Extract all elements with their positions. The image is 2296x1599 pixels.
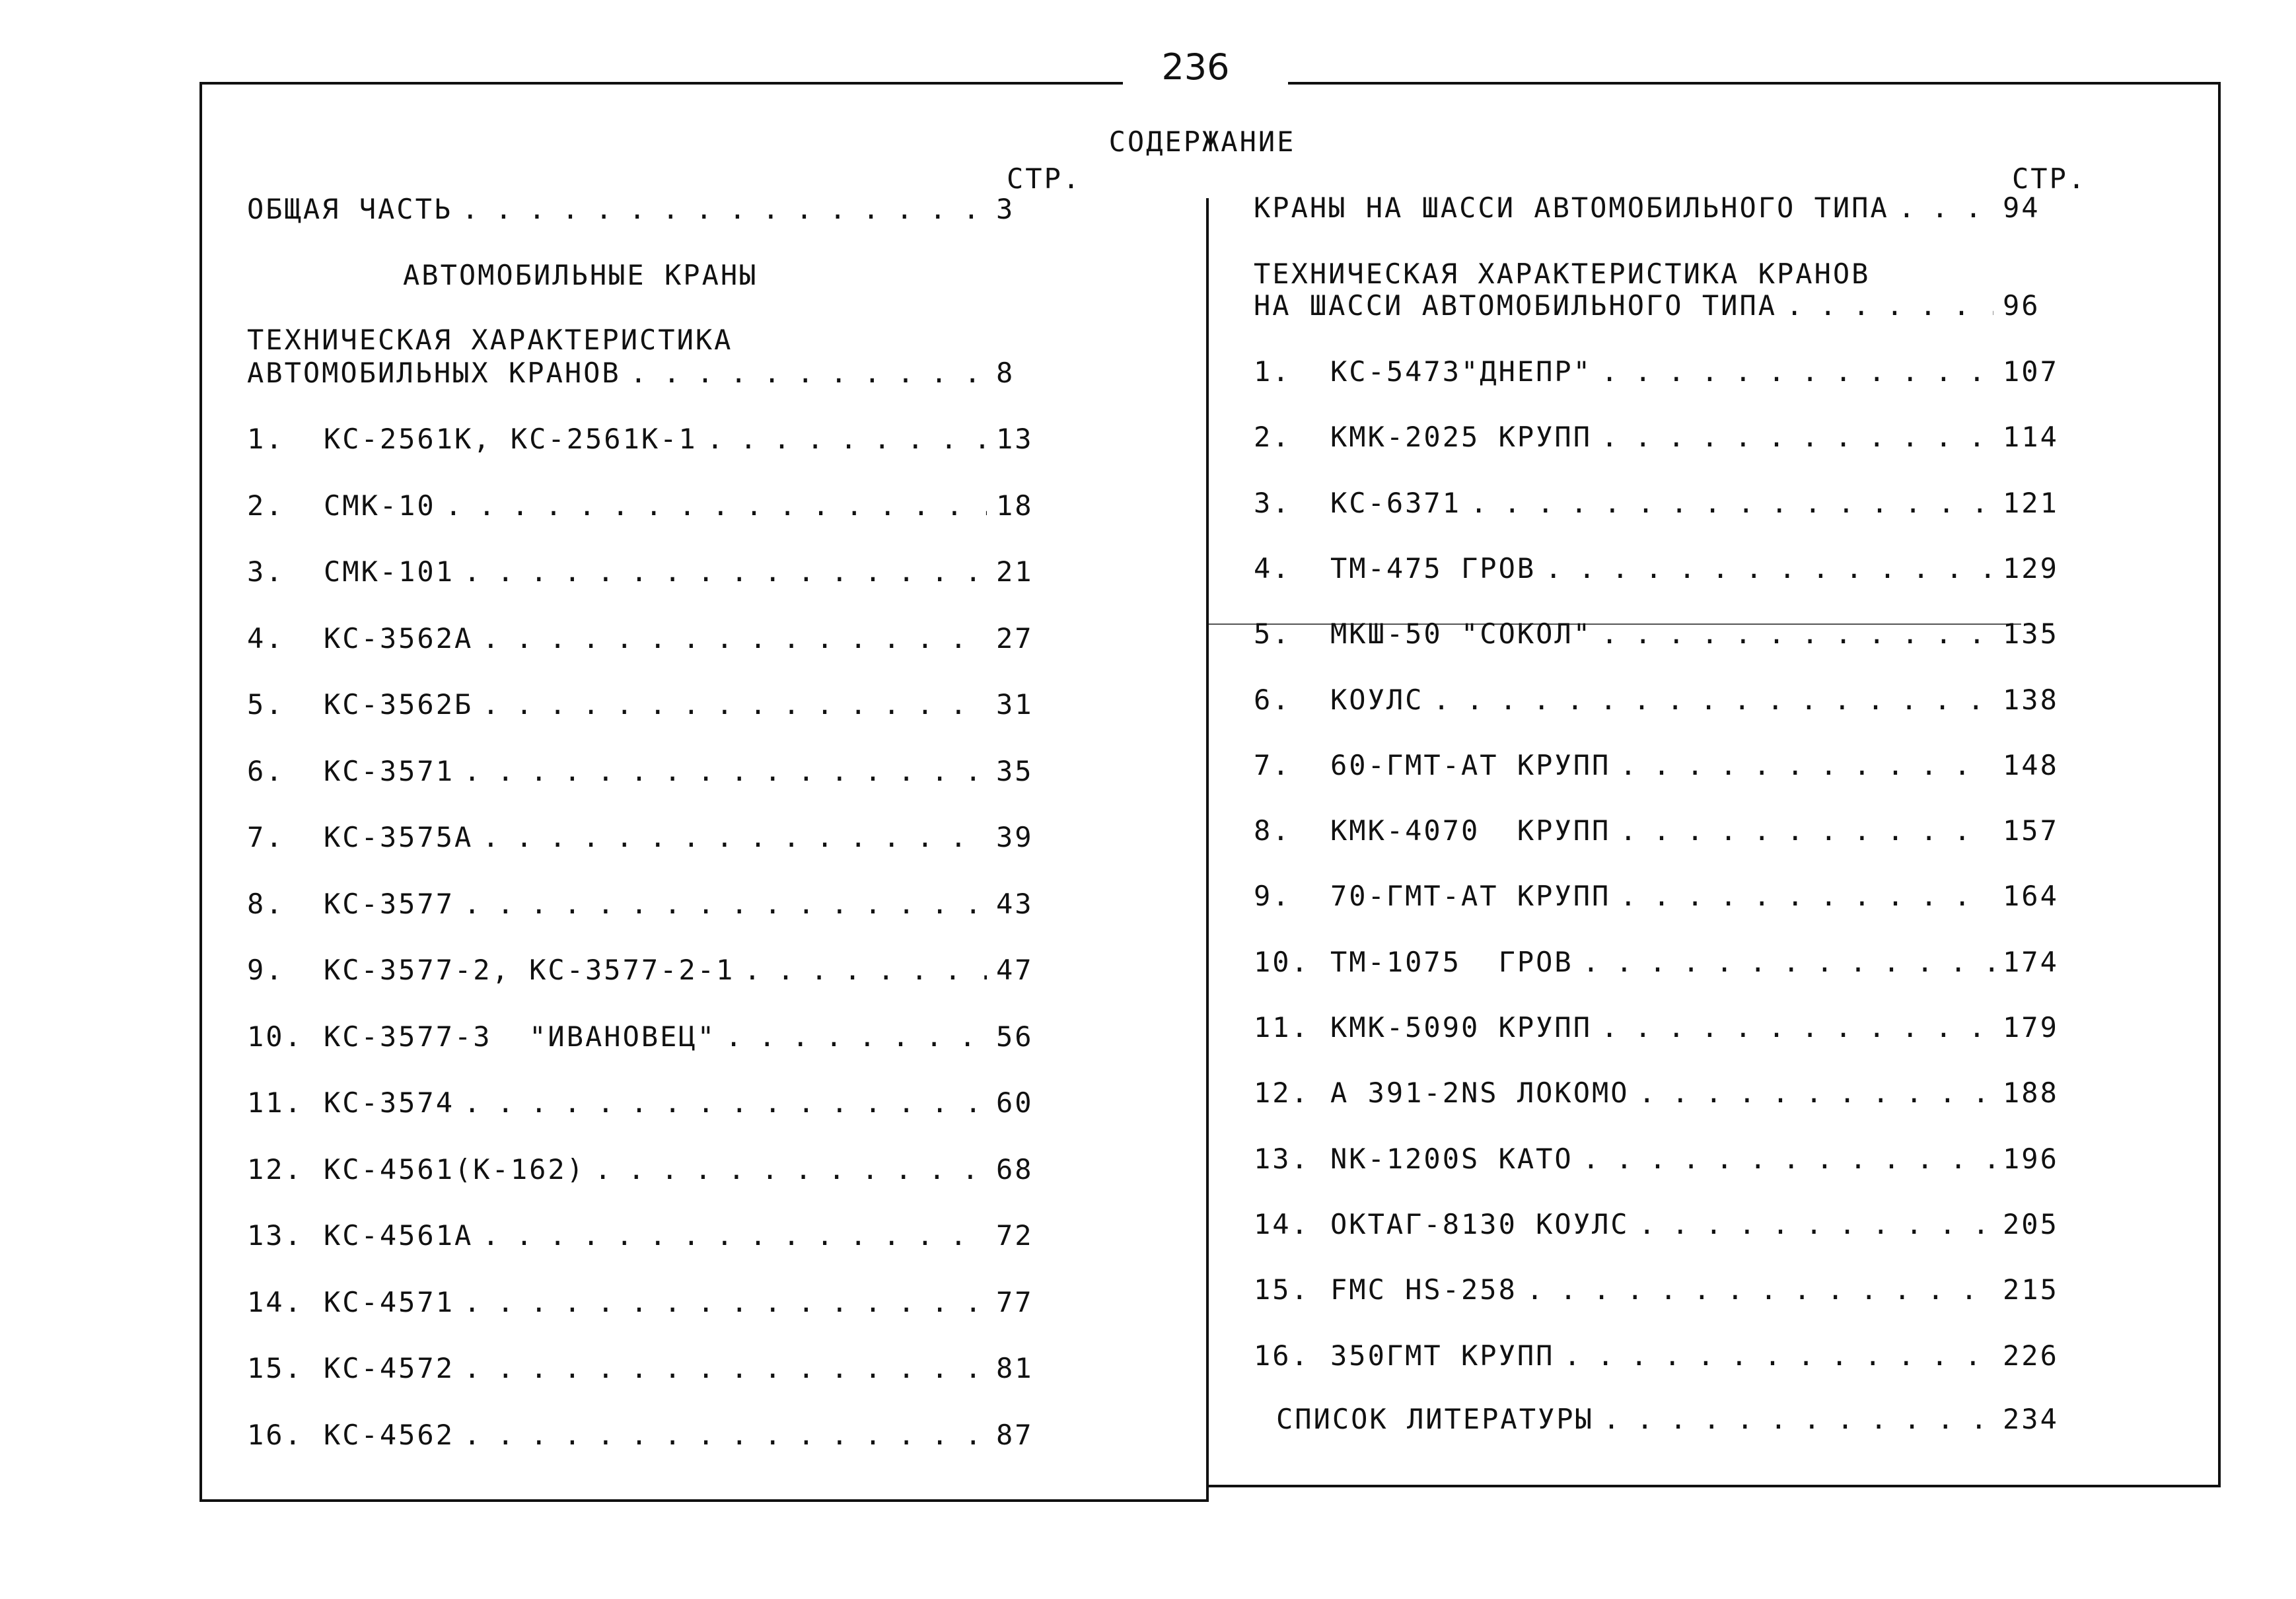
entry-number: 14. (247, 1285, 303, 1318)
entry-page: 138 (2003, 683, 2059, 716)
toc-entry (1254, 355, 2060, 388)
dot-leader (1601, 421, 1993, 453)
toc-entry (247, 1219, 1053, 1252)
toc-entry (247, 489, 1053, 522)
entry-page: 31 (996, 688, 1034, 721)
entry-number: 6. (1254, 683, 1291, 716)
entry-label: 350ГМТ КРУПП (1330, 1339, 1555, 1372)
frame-bottom-right (1209, 1485, 2221, 1487)
dot-leader (1601, 1011, 1993, 1044)
toc-entry (247, 821, 1053, 853)
entry-label: КМК-5090 КРУПП (1330, 1011, 1593, 1044)
toc-entry (247, 888, 1053, 920)
entry-label: 60-ГМТ-АТ КРУПП (1330, 748, 1611, 781)
entry-label: НА ШАССИ АВТОМОБИЛЬНОГО ТИПА (1254, 289, 1777, 322)
dot-leader (464, 888, 987, 920)
column-divider (1206, 198, 1209, 1502)
entry-page: 35 (996, 754, 1034, 787)
entry-label: FMC HS-258 (1330, 1273, 1517, 1306)
entry-number: 5. (1254, 618, 1291, 651)
toc-entry (247, 555, 1053, 588)
dot-leader (482, 688, 987, 721)
entry-label: КМК-4070 КРУПП (1330, 814, 1611, 847)
entry-label: ОБЩАЯ ЧАСТЬ (247, 193, 453, 225)
entry-number: 10. (247, 1020, 303, 1053)
toc-entry-tech (1254, 289, 2060, 322)
frame-right (2218, 82, 2221, 1487)
entry-number: 8. (247, 887, 285, 920)
entry-label: МКШ-50 "СОКОЛ" (1330, 618, 1593, 651)
entry-page: 164 (2003, 880, 2059, 913)
entry-number: 4. (1254, 551, 1291, 585)
entry-page: 72 (996, 1219, 1034, 1252)
entry-label: КС-3577-2, КС-3577-2-1 (324, 954, 735, 986)
entry-label: КОУЛС (1330, 683, 1424, 716)
toc-entry (1254, 1011, 2060, 1044)
entry-number: 9. (247, 954, 285, 986)
entry-number: 9. (1254, 880, 1291, 913)
dot-leader (1433, 684, 1993, 716)
entry-number: 8. (1254, 814, 1291, 847)
entry-label: КС-3562А (324, 622, 474, 655)
toc-entry (1254, 487, 2060, 519)
entry-number: 7. (247, 821, 285, 853)
dot-leader (1639, 1208, 1993, 1240)
frame-left (199, 82, 202, 1502)
entry-page: 27 (996, 622, 1034, 655)
entry-label: КС-3577-3 "ИВАНОВЕЦ" (324, 1020, 717, 1053)
toc-entry (247, 954, 1053, 986)
entry-number: 11. (247, 1086, 303, 1119)
entry-page: 47 (996, 954, 1034, 986)
entry-number: 2. (1254, 421, 1291, 454)
tech-heading-line1: ТЕХНИЧЕСКАЯ ХАРАКТЕРИСТИКА (247, 324, 733, 356)
entry-page: 56 (996, 1020, 1034, 1053)
toc-entry (1254, 1077, 2060, 1109)
toc-entry (1254, 1208, 2060, 1240)
toc-entry (1254, 880, 2060, 912)
toc-entry-literature (1276, 1403, 2060, 1435)
entry-label: КС-3571 (324, 754, 455, 787)
entry-page: 13 (996, 423, 1034, 455)
dot-leader (482, 1219, 987, 1252)
entry-label: КС-6371 (1330, 486, 1462, 519)
frame-top-right (1288, 82, 2221, 85)
entry-page: 234 (2003, 1403, 2059, 1435)
entry-label: NK-1200S КАТО (1330, 1142, 1573, 1175)
toc-entry-tech (247, 357, 1053, 389)
toc-title: СОДЕРЖАНИЕ (1108, 125, 1296, 158)
entry-page: 174 (2003, 945, 2059, 978)
toc-entry (247, 1153, 1053, 1186)
entry-label: СПИСОК ЛИТЕРАТУРЫ (1276, 1403, 1594, 1435)
toc-entry (247, 423, 1053, 455)
entry-number: 14. (1254, 1207, 1310, 1240)
tech-heading-line1: ТЕХНИЧЕСКАЯ ХАРАКТЕРИСТИКА КРАНОВ (1254, 258, 1871, 290)
entry-label: КС-3577 (324, 887, 455, 920)
entry-label: КС-3575А (324, 821, 474, 853)
toc-entry (247, 1419, 1053, 1451)
entry-page: 77 (996, 1285, 1034, 1318)
dot-leader (482, 622, 987, 655)
entry-label: КС-3562Б (324, 688, 474, 721)
dot-leader (707, 423, 987, 455)
toc-entry (247, 755, 1053, 787)
dot-leader (1639, 1077, 1993, 1109)
entry-page: 135 (2003, 618, 2059, 651)
entry-label: КМК-2025 КРУПП (1330, 421, 1593, 454)
entry-number: 6. (247, 754, 285, 787)
dot-leader (464, 555, 987, 588)
dot-leader (1601, 355, 1993, 388)
entry-page: 205 (2003, 1207, 2059, 1240)
section-heading: АВТОМОБИЛЬНЫЕ КРАНЫ (403, 259, 758, 291)
entry-label: АВТОМОБИЛЬНЫХ КРАНОВ (247, 357, 621, 389)
dot-leader (744, 954, 987, 986)
entry-number: 12. (247, 1153, 303, 1186)
dot-leader (464, 1419, 987, 1451)
entry-label: КС-2561К, КС-2561К-1 (324, 423, 698, 455)
entry-page: 114 (2003, 421, 2059, 454)
dot-leader (725, 1020, 987, 1053)
toc-entry (247, 1020, 1053, 1053)
entry-number: 13. (247, 1219, 303, 1252)
dot-leader (1620, 880, 1993, 912)
entry-number: 4. (247, 622, 285, 655)
entry-page: 68 (996, 1153, 1034, 1186)
entry-page: 81 (996, 1352, 1034, 1384)
toc-entry (1254, 1143, 2060, 1175)
toc-entry (247, 688, 1053, 721)
dot-leader (1620, 814, 1993, 847)
toc-entry (1254, 1273, 2060, 1306)
entry-label: А 391-2NS ЛОКОМО (1330, 1077, 1630, 1110)
entry-label: КС-4562 (324, 1418, 455, 1451)
frame-bottom-left (199, 1499, 1209, 1502)
dot-leader (464, 755, 987, 787)
entry-number: 13. (1254, 1142, 1310, 1175)
entry-number: 1. (247, 423, 285, 455)
entry-label: КС-4571 (324, 1285, 455, 1318)
dot-leader (1786, 289, 1993, 322)
toc-entry (1254, 749, 2060, 781)
dot-leader (464, 1352, 987, 1384)
dot-leader (1898, 192, 1993, 224)
dot-leader (594, 1153, 987, 1186)
dot-leader (1470, 487, 1993, 519)
toc-entry (247, 1286, 1053, 1318)
toc-entry (247, 1086, 1053, 1119)
entry-page: 43 (996, 887, 1034, 920)
entry-number: 3. (247, 555, 285, 588)
entry-label: ТМ-1075 ГРОВ (1330, 945, 1573, 978)
dot-leader (1601, 618, 1993, 650)
entry-number: 16. (247, 1418, 303, 1451)
toc-entry (247, 622, 1053, 655)
entry-label: КРАНЫ НА ШАССИ АВТОМОБИЛЬНОГО ТИПА (1254, 192, 1889, 224)
entry-label: КС-5473"ДНЕПР" (1330, 355, 1593, 388)
entry-page: 148 (2003, 748, 2059, 781)
entry-page: 94 (2003, 192, 2040, 224)
toc-entry (1254, 421, 2060, 453)
entry-number: 10. (1254, 945, 1310, 978)
entry-label: СМК-101 (324, 555, 455, 588)
entry-number: 2. (247, 489, 285, 522)
entry-label: КС-4561(К-162) (324, 1153, 586, 1186)
entry-label: 70-ГМТ-АТ КРУПП (1330, 880, 1611, 913)
toc-entry (247, 1352, 1053, 1384)
entry-page: 60 (996, 1086, 1034, 1119)
dot-leader (445, 489, 987, 522)
entry-page: 157 (2003, 814, 2059, 847)
toc-entry (1254, 618, 2060, 650)
entry-number: 16. (1254, 1339, 1310, 1372)
entry-label: КС-4572 (324, 1352, 455, 1384)
dot-leader (482, 821, 987, 853)
entry-page: 21 (996, 555, 1034, 588)
entry-page: 129 (2003, 551, 2059, 585)
entry-number: 15. (247, 1352, 303, 1384)
dot-leader (1545, 552, 1993, 585)
entry-label: ОКТАГ-8130 КОУЛС (1330, 1207, 1630, 1240)
str-label-right: СТР. (2012, 162, 2087, 195)
entry-page: 8 (996, 357, 1015, 389)
entry-page: 196 (2003, 1142, 2059, 1175)
toc-entry-general (247, 193, 1053, 225)
str-label-left: СТР. (1007, 162, 1082, 195)
entry-page: 226 (2003, 1339, 2059, 1372)
entry-page: 215 (2003, 1273, 2059, 1306)
entry-number: 11. (1254, 1011, 1310, 1044)
dot-leader (1526, 1273, 1993, 1306)
entry-number: 1. (1254, 355, 1291, 388)
toc-entry (1254, 684, 2060, 716)
entry-page: 96 (2003, 289, 2040, 322)
toc-entry (1254, 1339, 2060, 1372)
entry-label: КС-4561А (324, 1219, 474, 1252)
entry-label: ТМ-475 ГРОВ (1330, 551, 1536, 585)
page-number: 236 (1161, 46, 1230, 88)
entry-page: 188 (2003, 1077, 2059, 1110)
dot-leader (1583, 946, 1993, 978)
entry-page: 39 (996, 821, 1034, 853)
entry-page: 107 (2003, 355, 2059, 388)
entry-number: 12. (1254, 1077, 1310, 1110)
entry-label: КС-3574 (324, 1086, 455, 1119)
dot-leader (1563, 1339, 1993, 1372)
entry-page: 3 (996, 193, 1015, 225)
entry-number: 3. (1254, 486, 1291, 519)
toc-entry (1254, 552, 2060, 585)
dot-leader (1603, 1403, 1993, 1435)
entry-number: 15. (1254, 1273, 1310, 1306)
entry-label: СМК-10 (324, 489, 436, 522)
dot-leader (464, 1286, 987, 1318)
toc-entry-general (1254, 192, 2060, 224)
dot-leader (462, 193, 987, 225)
dot-leader (1620, 749, 1993, 781)
dot-leader (1583, 1143, 1993, 1175)
entry-number: 7. (1254, 748, 1291, 781)
entry-page: 121 (2003, 486, 2059, 519)
toc-entry (1254, 946, 2060, 978)
toc-entry (1254, 814, 2060, 847)
entry-page: 87 (996, 1418, 1034, 1451)
entry-page: 18 (996, 489, 1034, 522)
dot-leader (630, 357, 987, 389)
dot-leader (464, 1086, 987, 1119)
entry-page: 179 (2003, 1011, 2059, 1044)
entry-number: 5. (247, 688, 285, 721)
frame-top-left (199, 82, 1123, 85)
